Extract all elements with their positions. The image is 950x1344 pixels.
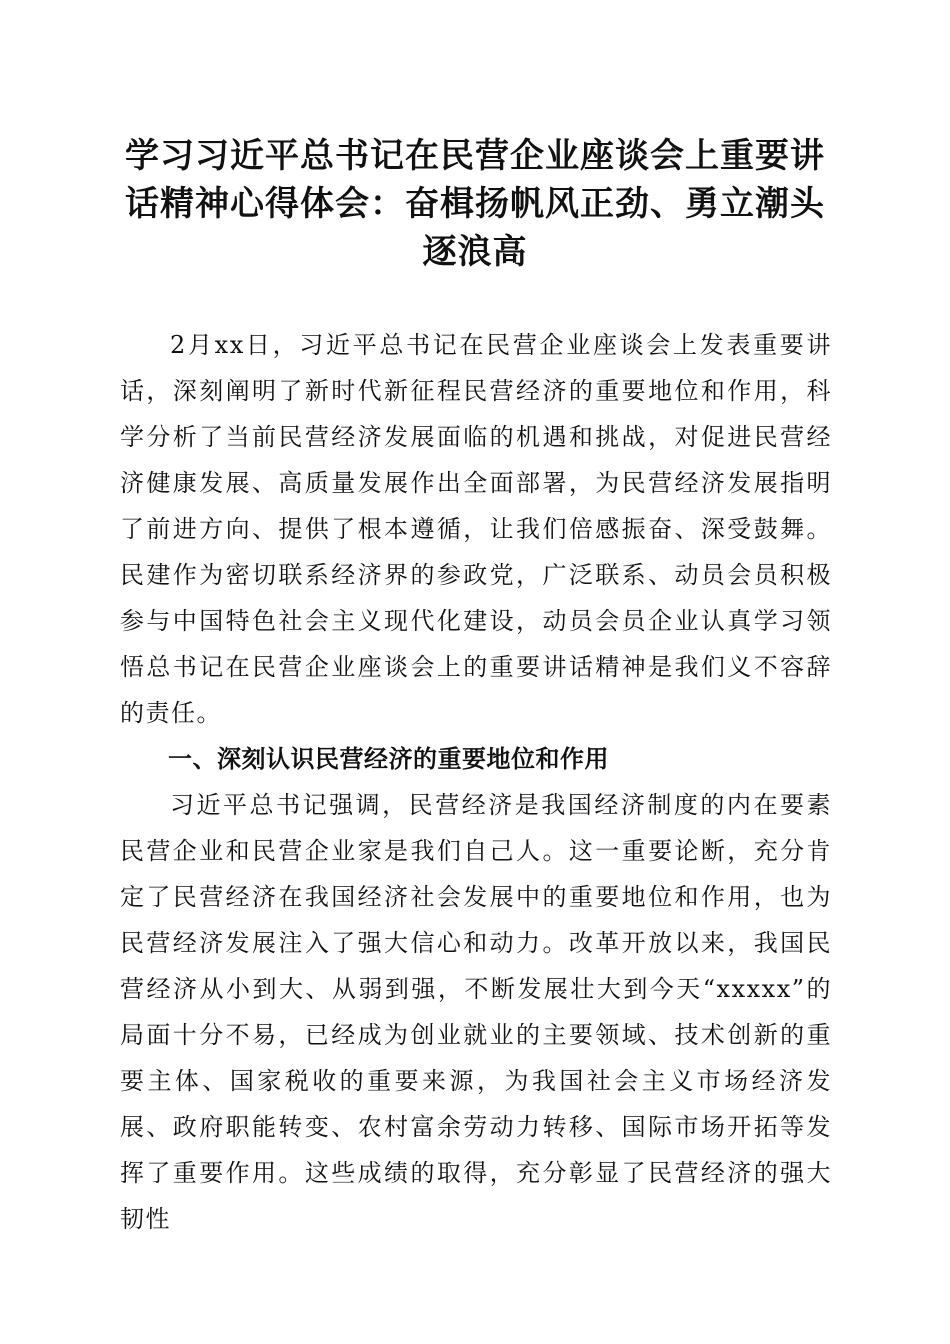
section-paragraph: 习近平总书记强调，民营经济是我国经济制度的内在要素民营企业和民营企业家是我们自己人。这一重要论断，充分肯定了民营经济在我国经济社会发展中的重要地位和作用，也为民营经济发展注入了强大信心和动力。改革开放以来，我国民营经济从小到大、从弱到强，不断发展壮大到今天“xxxxx”的局面十分不易，已经成为创业就业的主要领域、技术创新的重要主体、国家税收的重要来源，为我国社会主义市场经济发展、政府职能转变、农村富余劳动力转移、国际市场开拓等发挥了重要作用。这些成绩的取得，充分彰显了民营经济的强大韧性: [120, 791, 832, 1233]
document-body: [120, 322, 832, 1242]
intro-paragraph: 2月xx日，习近平总书记在民营企业座谈会上发表重要讲话，深刻阐明了新时代新征程民营经济的重要地位和作用，科学分析了当前民营经济发展面临的机遇和挑战，对促进民营经济健康发展、高质量发展作出全面部署，为民营经济发展指明了前进方向、提供了根本遵循，让我们倍感振奋、深受鼓舞。民建作为密切联系经济界的参政党，广泛联系、动员会员积极参与中国特色社会主义现代化建设，动员会员企业认真学习领悟总书记在民营企业座谈会上的重要讲话精神是我们义不容辞的责任。: [120, 331, 832, 727]
document-title: 学习习近平总书记在民营企业座谈会上重要讲话精神心得体会：奋楫扬帆风正劲、勇立潮头逐浪高: [125, 136, 825, 272]
section-heading: 一、深刻认识民营经济的重要地位和作用: [168, 745, 609, 773]
